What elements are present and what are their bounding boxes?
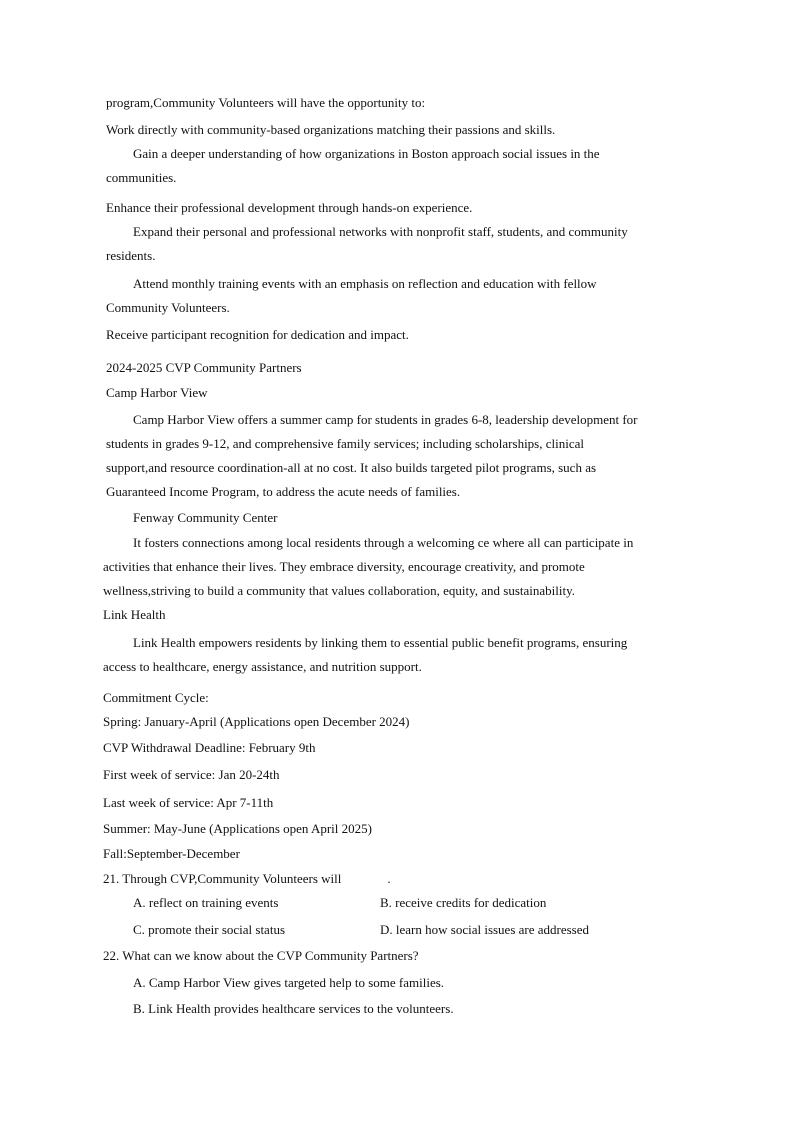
benefit-item-continued: communities.: [106, 170, 177, 185]
question-21-stem: [103, 871, 391, 887]
question-22-option-a[interactable]: A. Camp Harbor View gives targeted help to some families.: [133, 975, 445, 990]
commitment-last-week: Last week of service: Apr 7-11th: [103, 795, 274, 810]
partner-description-line: support,and resource coordination-all at no cost. It also builds targeted pilot programs, such as: [106, 460, 597, 475]
question-stem-end: .: [387, 871, 391, 886]
commitment-fall: Fall:September-December: [103, 846, 240, 861]
intro-lead: program,Community Volunteers will have the opportunity to:: [106, 95, 426, 110]
partners-heading: 2024-2025 CVP Community Partners: [106, 360, 302, 375]
partner-description-line: It fosters connections among local residents through a welcoming ce where all can participate in: [133, 535, 634, 550]
question-21-option-b[interactable]: B. receive credits for dedication: [380, 895, 547, 910]
partner-description-line: activities that enhance their lives. They embrace diversity, encourage creativity, and promote: [103, 559, 585, 574]
question-21-option-c[interactable]: C. promote their social status: [133, 922, 286, 937]
benefit-item: Attend monthly training events with an emphasis on reflection and education with fellow: [133, 276, 597, 291]
partner-description-line: wellness,striving to build a community that values collaboration, equity, and sustainability.: [103, 583, 576, 598]
commitment-summer: Summer: May-June (Applications open April 2025): [103, 821, 372, 836]
commitment-spring: Spring: January-April (Applications open December 2024): [103, 714, 410, 729]
question-stem-text: 21. Through CVP,Community Volunteers will: [103, 871, 342, 886]
partner-description-line: Camp Harbor View offers a summer camp for students in grades 6-8, leadership development for: [133, 412, 638, 427]
partner-name-link-health: Link Health: [103, 607, 166, 622]
benefit-item-continued: residents.: [106, 248, 156, 263]
question-21-option-a[interactable]: A. reflect on training events: [133, 895, 279, 910]
question-22-stem: 22. What can we know about the CVP Community Partners?: [103, 948, 419, 963]
question-22-option-b[interactable]: B. Link Health provides healthcare services to the volunteers.: [133, 1001, 454, 1016]
partner-description-line: students in grades 9-12, and comprehensive family services; including scholarships, clinical: [106, 436, 584, 451]
commitment-first-week: First week of service: Jan 20-24th: [103, 767, 280, 782]
partner-description-line: Guaranteed Income Program, to address the acute needs of families.: [106, 484, 461, 499]
partner-description-line: access to healthcare, energy assistance, and nutrition support.: [103, 659, 422, 674]
benefit-item: Gain a deeper understanding of how organizations in Boston approach social issues in the: [133, 146, 600, 161]
partner-description-line: Link Health empowers residents by linking them to essential public benefit programs, ensuring: [133, 635, 628, 650]
question-21-option-d[interactable]: D. learn how social issues are addressed: [380, 922, 590, 937]
benefit-item: Expand their personal and professional networks with nonprofit staff, students, and community: [133, 224, 628, 239]
benefit-item-continued: Community Volunteers.: [106, 300, 230, 315]
commitment-heading: Commitment Cycle:: [103, 690, 209, 705]
benefit-item: Work directly with community-based organizations matching their passions and skills.: [106, 122, 556, 137]
partner-name-camp-harbor-view: Camp Harbor View: [106, 385, 208, 400]
benefit-item: Enhance their professional development through hands-on experience.: [106, 200, 473, 215]
benefit-item: Receive participant recognition for dedication and impact.: [106, 327, 409, 342]
commitment-withdrawal-deadline: CVP Withdrawal Deadline: February 9th: [103, 740, 316, 755]
partner-name-fenway: Fenway Community Center: [133, 510, 278, 525]
